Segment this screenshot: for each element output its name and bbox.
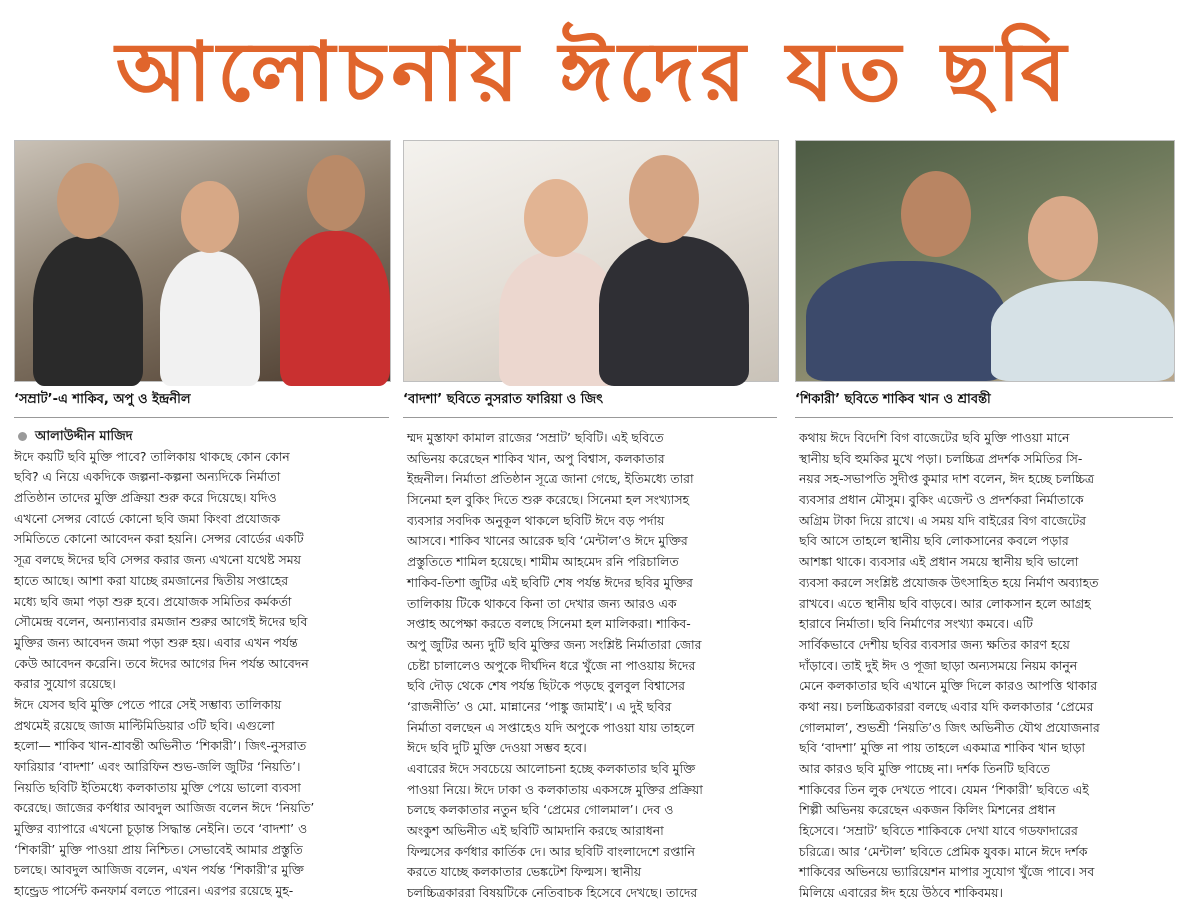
body-text-line: তালিকায় টিকে থাকবে কিনা তা দেখার জন্য আরও এক [407, 595, 677, 611]
body-text-line: নির্মাতা বলছেন এ সপ্তাহেও যদি অপুকে পাওয়া যায় তাহলে [407, 719, 695, 735]
body-text-line: ফারিয়ার ‘বাদশা’ এবং আরিফিন শুভ-জলি জুটির ‘নিয়তি’। [14, 759, 301, 774]
author-name: আলাউদ্দীন মাজিদ [35, 429, 133, 444]
body-text-line: অগ্রিম টাকা দিয়ে রাখে। এ সময় যদি বাইরের বিগ বাজেটের [799, 512, 1086, 528]
body-text-line: চেষ্টা চালালেও অপুকে দীর্ঘদিন ধরে খুঁজে না পাওয়ায় ঈদের [407, 657, 696, 673]
body-text-line: ছবি ‘বাদশা’ মুক্তি না পায় তাহলে একমাত্র শাকিব খান ছাড়া [799, 740, 1085, 756]
body-text-line: অপু জুটির অন্য দুটি ছবি মুক্তির জন্য সংশ্লিষ্ট নির্মাতারা জোর [407, 636, 702, 652]
body-text-line: শাকিবের অভিনয়ে ভ্যারিয়েশন মাপার সুযোগ খুঁজে পাবে। সব [799, 864, 1095, 880]
body-text-line: এবারের ঈদে সবচেয়ে আলোচনা হচ্ছে কলকাতার ছবি মুক্তি [407, 761, 696, 776]
body-text-line: ব্যবসার প্রধান মৌসুম। বুকিং এজেন্ট ও প্রদর্শকরা নির্মাতাকে [799, 492, 1084, 508]
photo-caption: ‘বাদশা’ ছবিতে নুসরাত ফারিয়া ও জিৎ [403, 383, 777, 418]
body-text-line: মুক্তির জন্য আবেদন জমা পড়া শুরু হয়। এবার এখন পর্যন্ত [14, 634, 298, 650]
body-text-line: ব্যবসার সবদিক অনুকূল থাকলে ছবিটি ঈদে বড় পর্দায় [407, 512, 665, 528]
article-column-2 [407, 428, 779, 901]
body-text-line: দাঁড়াবে। তাই দুই ঈদ ও পূজা ছাড়া অন্যসময়ে নিয়ম কানুন [799, 657, 1078, 673]
body-text-line: নিয়তি ছবিটি ইতিমধ্যে কলকাতায় মুক্তি পেয়ে ভালো ব্যবসা [14, 779, 301, 795]
body-text-line: এখনো সেন্সর বোর্ডে কোনো ছবি জমা কিংবা প্রযোজক [14, 510, 281, 526]
photo-badsha [403, 140, 779, 382]
body-text-line: ঈদে কয়টি ছবি মুক্তি পাবে? তালিকায় থাকছে কোন কোন [14, 448, 290, 464]
body-text-line: চরিত্রে। আর ‘মেন্টাল’ ছবিতে প্রেমিক যুবক। মানে ঈদে দর্শক [799, 843, 1088, 859]
body-text-line: প্রতিষ্ঠান তাদের মুক্তি প্রক্রিয়া শুরু করে দিয়েছে। যদিও [14, 490, 277, 506]
body-text-line: হাতে আছে। আশা করা যাচ্ছে রমজানের দ্বিতীয় সপ্তাহের [14, 572, 289, 588]
body-text-line: হলো— শাকিব খান-শ্রাবন্তী অভিনীত ‘শিকারী’। জিৎ-নুসরাত [14, 738, 307, 754]
body-text-line: ‘রাজনীতি’ ও মো. মান্নানের ‘পাঙ্কু জামাই’। এ দুই ছবির [407, 698, 672, 714]
body-text-line: প্রস্তুতিতে শামিল হয়েছে। শামীম আহমেদ রনি পরিচালিত [407, 554, 679, 570]
body-text-line: সৌমেন্দ্র বলেন, অন্যান্যবার রমজান শুরুর আগেই ঈদের ছবি [14, 614, 308, 630]
body-text-line: মিলিয়ে এবারের ঈদ হয়ে উঠবে শাকিবময়। [799, 885, 1003, 901]
body-text-line: সিনেমা হল বুকিং দিতে শুরু করেছে। সিনেমা হল সংখ্যাসহ [407, 492, 690, 508]
body-text-line: নয়র সহ-সভাপতি সুদীপ্ত কুমার দাশ বলেন, ঈদ হচ্ছে চলচ্চিত্র [799, 471, 1095, 487]
body-text-line: সমিতিতে কোনো আবেদন করা হয়নি। সেন্সর বোর্ডের একটি [14, 531, 304, 547]
body-text-line: ফিল্মসের কর্ণধার কার্তিক দে। আর ছবিটি বাংলাদেশে রপ্তানি [407, 843, 695, 859]
body-text-line: ঈদে যেসব ছবি মুক্তি পেতে পারে সেই সম্ভাব্য তালিকায় [14, 696, 282, 712]
bullet-icon [18, 432, 27, 441]
body-text-line: করার সুযোগ রয়েছে। [14, 676, 116, 692]
body-text-line: ব্যবসা করলে সংশ্লিষ্ট প্রযোজক উৎসাহিত হয়ে নির্মাণ অব্যাহত [799, 574, 1099, 590]
article-column-1 [14, 426, 392, 899]
body-text-line: ছবি? এ নিয়ে একদিকে জল্পনা-কল্পনা অন্যদিকে নির্মাতা [14, 469, 281, 485]
body-text-line: হিসেবে। ‘সম্রাট’ ছবিতে শাকিবকে দেখা যাবে গডফাদারের [799, 823, 1078, 839]
body-text-line: সার্বিকভাবে দেশীয় ছবির ব্যবসার জন্য ক্ষতির কারণ হয়ে [799, 636, 1070, 652]
body-text-line: অংকুশ অভিনীত এই ছবিটি আমদানি করছে আরাধনা [407, 823, 664, 839]
body-text-line: সপ্তাহ অপেক্ষা করতে বলছে সিনেমা হল মালিকরা। শাকিব- [407, 616, 691, 632]
body-text-line: মধ্যে ছবি জমা পড়া শুরু হবে। প্রযোজক সমিতির কর্মকর্তা [14, 593, 292, 609]
article-column-3 [799, 428, 1177, 901]
body-text-line: মুক্তির ব্যাপারে এখনো চূড়ান্ত সিদ্ধান্ত নেইনি। তবে ‘বাদশা’ ও [14, 821, 308, 837]
body-text-line: হান্ড্রেড পার্সেন্ট কনফার্ম বলতে পারেন। এরপর রয়েছে মুহ- [14, 883, 294, 899]
body-text-line: কথা নয়। চলচ্চিত্রকাররা বলছে এবার যদি কলকাতার ‘প্রেমের [799, 698, 1094, 714]
body-text-line: প্রথমেই রয়েছে জাজ মাল্টিমিডিয়ার ৩টি ছবি। এগুলো [14, 717, 275, 733]
body-text-line: করতে যাচ্ছে কলকাতার ভেঙ্কটেশ ফিল্মস। স্থানীয় [407, 864, 642, 880]
photo-caption: ‘সম্রাট’-এ শাকিব, অপু ও ইন্দ্রনীল [14, 383, 389, 418]
body-text-line: ঈদে ছবি দুটি মুক্তি দেওয়া সম্ভব হবে। [407, 740, 587, 756]
body-text-line: ছবি আসে তাহলে স্থানীয় ছবি লোকসানের কবলে পড়ার [799, 533, 1069, 549]
body-text-line: চলছে কলকাতার নতুন ছবি ‘প্রেমের গোলমাল’। দেব ও [407, 802, 674, 818]
body-text-line: হারাবে নির্মাতা। ছবি নির্মাণের সংখ্যা কমবে। এটি [799, 616, 1033, 632]
body-text-line: করেছে। জাজের কর্ণধার আবদুল আজিজ বলেন ঈদে ‘নিয়তি’ [14, 800, 315, 816]
body-text-line: শাকিব-তিশা জুটির এই ছবিটি শেষ পর্যন্ত ঈদের ছবির মুক্তির [407, 574, 693, 590]
body-text-line: শিল্পী অভিনয় করেছেন একজন কিলিং মিশনের প্রধান [799, 802, 1056, 818]
headline: আলোচনায় ঈদের যত ছবি [115, 25, 1073, 120]
body-text-line: গোলমাল’, শুভশ্রী ‘নিয়তি’ও জিৎ অভিনীত যৌথ প্রযোজনার [799, 719, 1100, 735]
photo-shikari [795, 140, 1175, 382]
author-line [14, 426, 392, 447]
body-text-line: মেনে কলকাতার ছবি এখানে মুক্তি দিলে কারও আপত্তি থাকার [799, 678, 1098, 694]
body-text-line: সূত্র বলছে ঈদের ছবি সেন্সর করার জন্য এখনো যথেষ্ট সময় [14, 552, 301, 568]
photo-samrat [14, 140, 391, 382]
body-text-line: কেউ আবেদন করেনি। তবে ঈদের আগের দিন পর্যন্ত আবেদন [14, 655, 309, 671]
photo-caption: ‘শিকারী’ ছবিতে শাকিব খান ও শ্রাবন্তী [795, 383, 1173, 418]
body-text-line: আসবে। শাকিব খানের আরেক ছবি ‘মেন্টাল’ও ঈদে মুক্তির [407, 533, 688, 549]
body-text-line: ছবি দৌড় থেকে শেষ পর্যন্ত ছিটকে পড়ছে বুলবুল বিশ্বাসের [407, 678, 685, 694]
body-text-line: শাকিবের তিন লুক দেখতে পাবে। যেমন ‘শিকারী’ ছবিতে এই [799, 781, 1089, 797]
body-text-line: অভিনয় করেছেন শাকিব খান, অপু বিশ্বাস, কলকাতার [407, 450, 665, 466]
body-text-line: রাখবে। এতে স্থানীয় ছবি বাড়বে। আর লোকসান হলে আগ্রহ [799, 595, 1091, 611]
body-text-line: ‘শিকারী’ মুক্তি পাওয়া প্রায় নিশ্চিত। সেভাবেই আমার প্রস্তুতি [14, 841, 303, 857]
body-text-line: ইন্দ্রনীল। নির্মাতা প্রতিষ্ঠান সূত্রে জানা গেছে, ইতিমধ্যে তারা [407, 471, 694, 487]
body-text-line: স্থানীয় ছবি হুমকির মুখে পড়া। চলচ্চিত্র প্রদর্শক সমিতির সি- [799, 450, 1083, 466]
body-text-line: চলচ্চিত্রকাররা বিষয়টিকে নেতিবাচক হিসেবে দেখছে। তাদের [407, 885, 698, 901]
body-text-line: ম্মদ মুস্তাফা কামাল রাজের ‘সম্রাট’ ছবিটি। এই ছবিতে [407, 430, 664, 445]
body-text-line: পাওয়া নিয়ে। ঈদে ঢাকা ও কলকাতায় একসঙ্গে মুক্তির প্রক্রিয়া [407, 781, 703, 797]
body-text-line: কথায় ঈদে বিদেশি বিগ বাজেটের ছবি মুক্তি পাওয়া মানে [799, 430, 1070, 445]
body-text-line: আর কারও ছবি মুক্তি পাচ্ছে না। দর্শক তিনটি ছবিতে [799, 761, 1050, 776]
body-text-line: চলছে। আবদুল আজিজ বলেন, এখন পর্যন্ত ‘শিকারী’র মুক্তি [14, 862, 304, 878]
body-text-line: আশঙ্কা থাকে। ব্যবসার এই প্রধান সময়ে স্থানীয় ছবি ভালো [799, 554, 1079, 570]
